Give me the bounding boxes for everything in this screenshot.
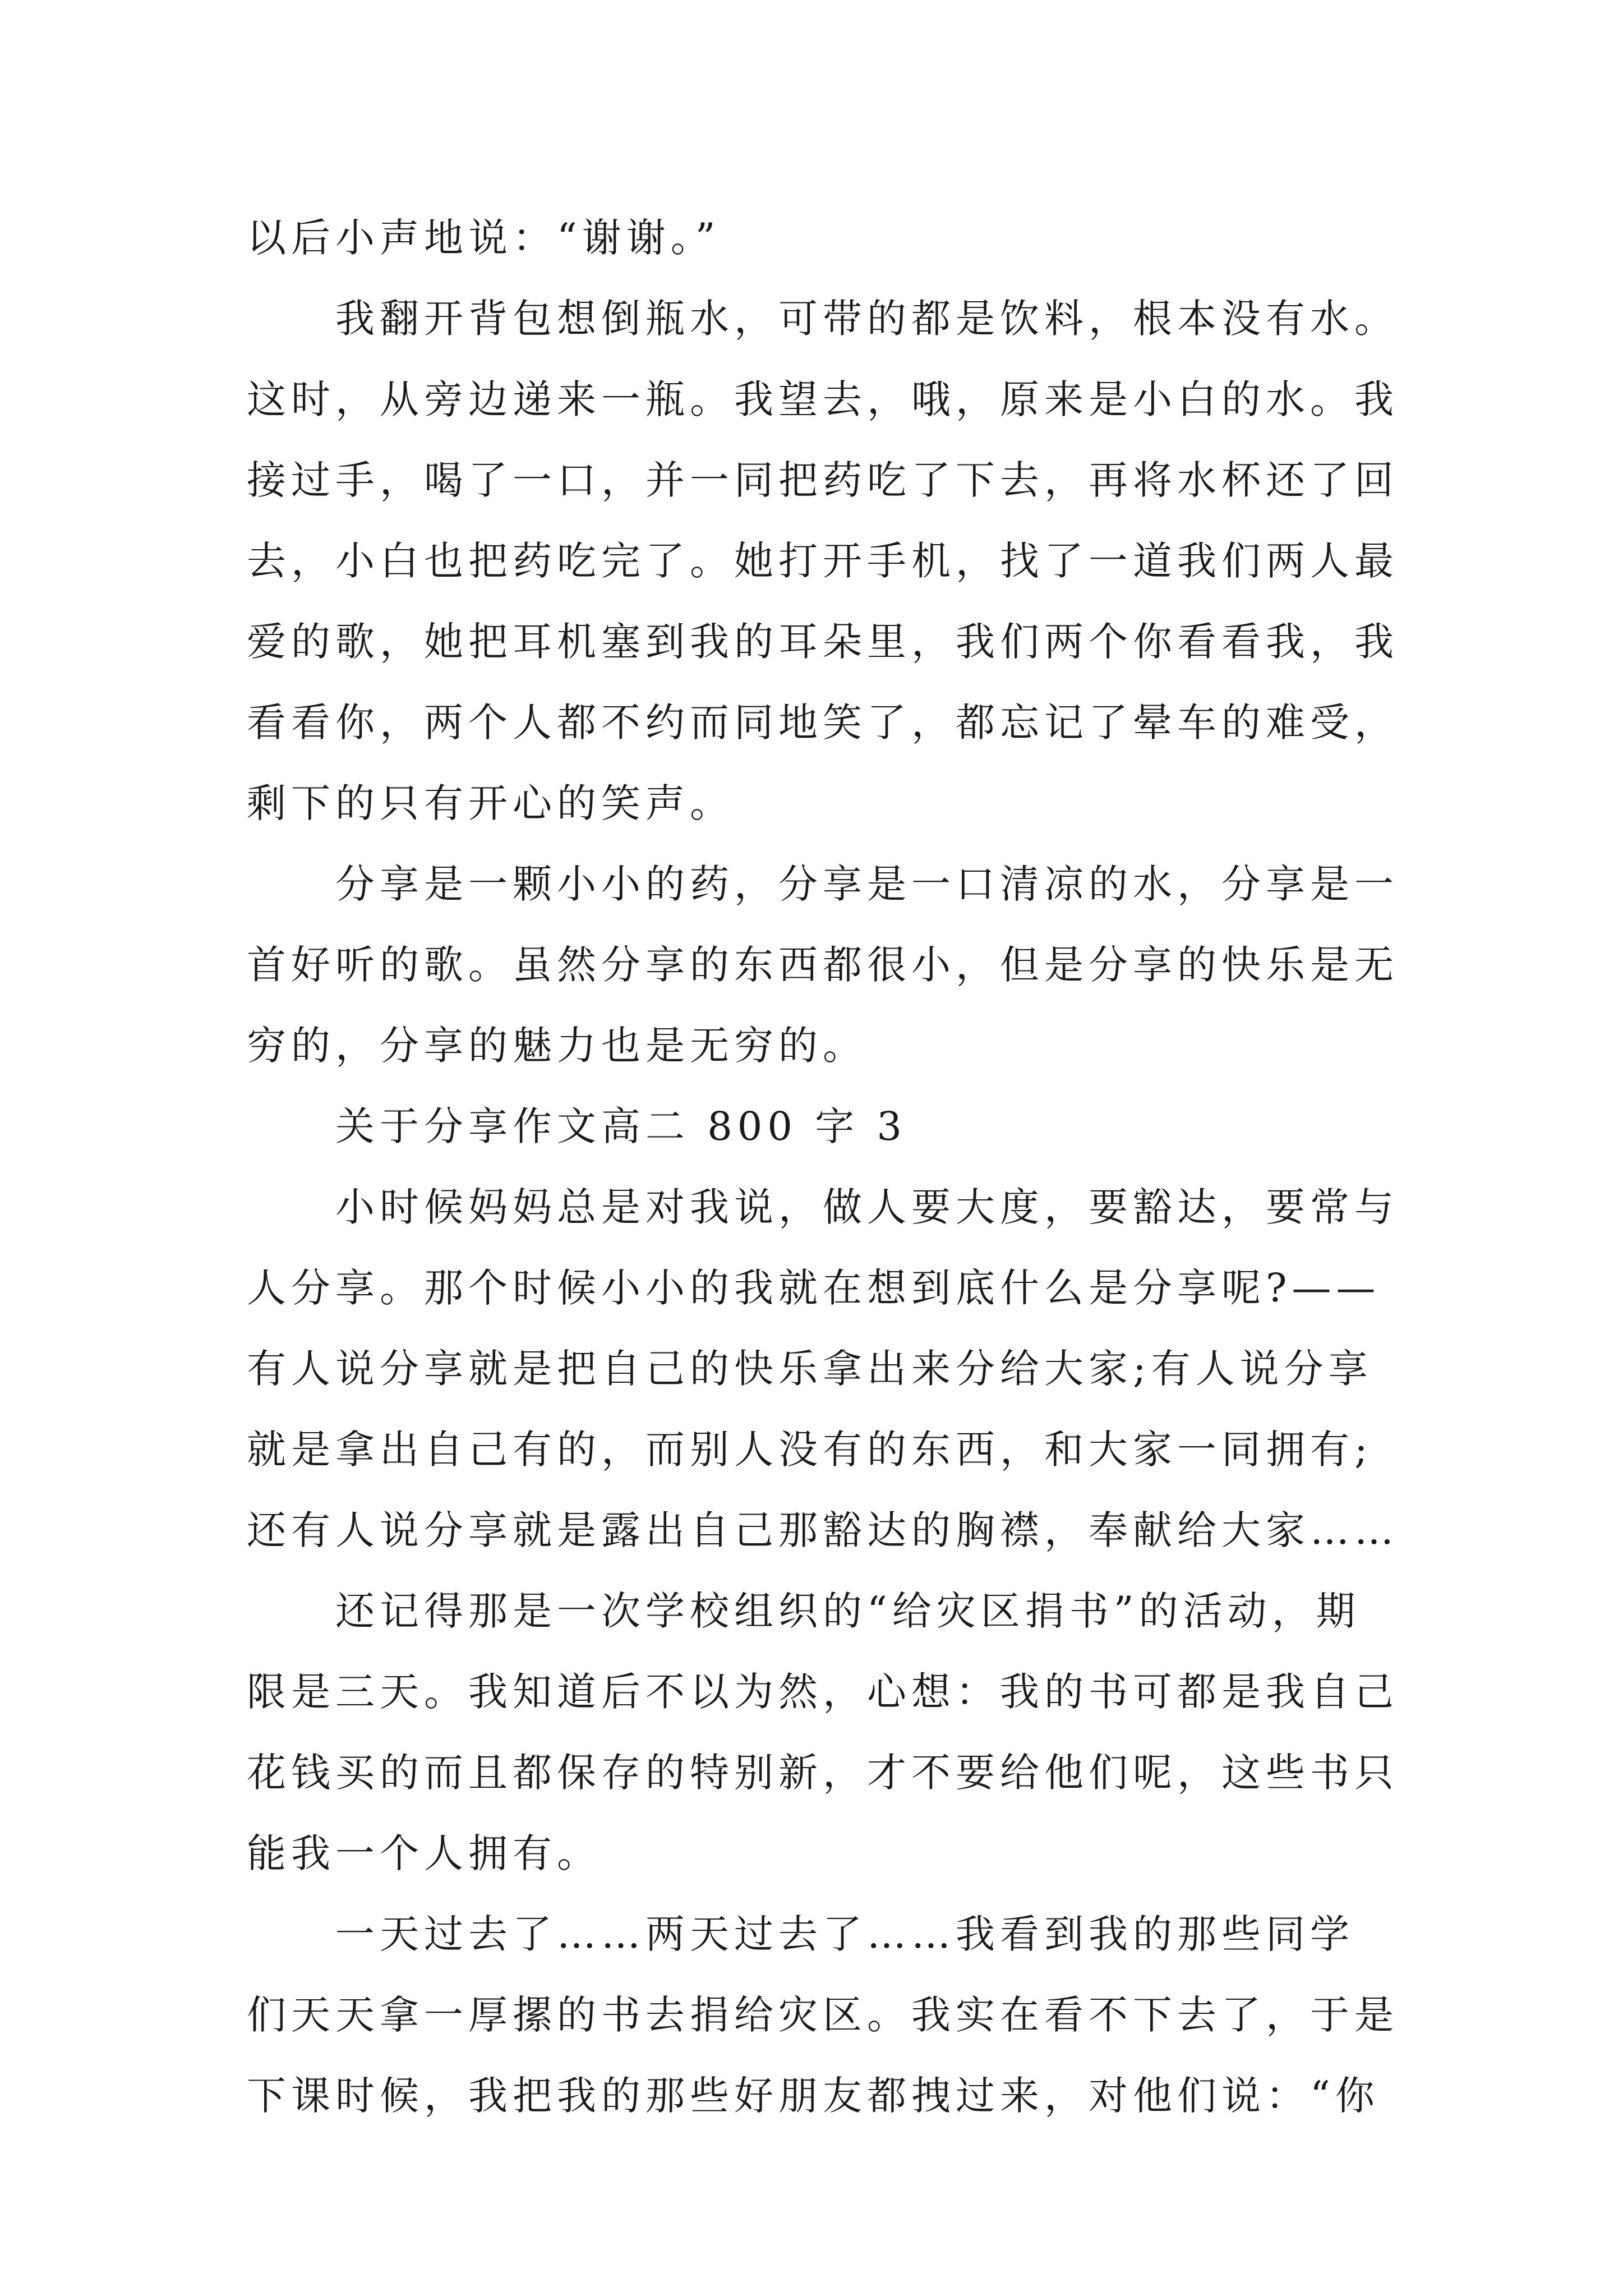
paragraph: 小时候妈妈总是对我说，做人要大度，要豁达，要常与 人分享。那个时候小小的我就在想到底什么是分享呢?—— 有人说分享就是把自己的快乐拿出来分给大家;有人说分享 就是拿出自己有的，而别人没有的东西，和大家一同拥有; 还有人说分享就是露出自己那豁达的胸襟，奉献给大家……	[247, 1184, 1399, 1553]
paragraph: 以后小声地说：“谢谢。”	[247, 215, 721, 261]
paragraph: 我翻开背包想倒瓶水，可带的都是饮料，根本没有水。 这时，从旁边递来一瓶。我望去，哦，原来是小白的水。我 接过手，喝了一口，并一同把药吃了下去，再将水杯还了回 去，小白也把药吃完了。她打开手机，找了一道我们两人最 爱的歌，她把耳机塞到我的耳朵里，我们两个你看看我，我 看看你，两个人都不约而同地笑了，都忘记了晕车的难受， 剩下的只有开心的笑声。	[247, 296, 1399, 826]
paragraph: 一天过去了……两天过去了……我看到我的那些同学 们天天拿一厚摞的书去捐给灾区。我实在看不下去了，于是 下课时候，我把我的那些好朋友都拽过来，对他们说：“你	[247, 1911, 1399, 2119]
document-body	[247, 197, 1408, 2136]
paragraph: 还记得那是一次学校组织的“给灾区捐书”的活动，期 限是三天。我知道后不以为然，心想：我的书可都是我自己 花钱买的而且都保存的特别新，才不要给他们呢，这些书只 能我一个人拥有。	[247, 1588, 1399, 1876]
paragraph: 分享是一颗小小的药，分享是一口清凉的水，分享是一 首好听的歌。虽然分享的东西都很小，但是分享的快乐是无 穷的，分享的魅力也是无穷的。	[247, 861, 1399, 1069]
section-heading: 关于分享作文高二 800 字 3	[335, 1103, 907, 1149]
